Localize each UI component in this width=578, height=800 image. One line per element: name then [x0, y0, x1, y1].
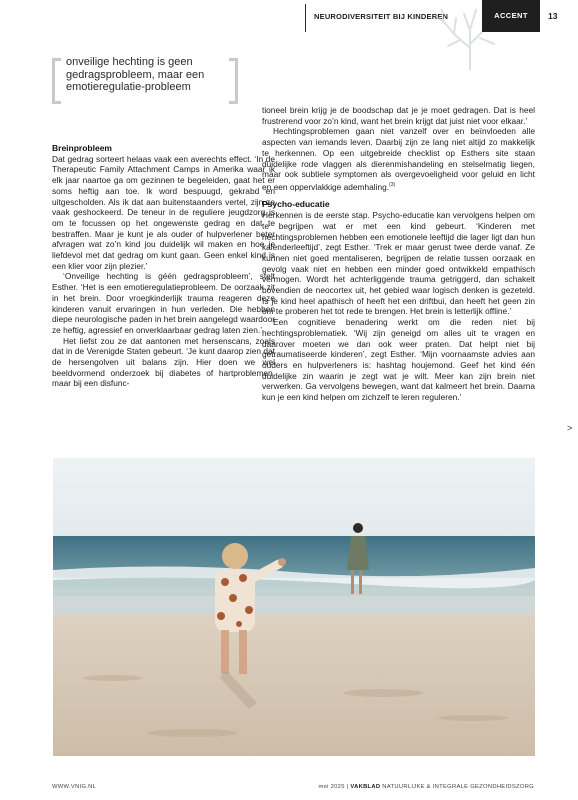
quote-bracket-right [229, 58, 238, 104]
header-divider [305, 4, 306, 32]
paragraph: Een cognitieve benadering werkt om die reden niet bij hechtingsproblematiek. ‘Wij zijn geneigd om alles uit te vragen en daarover moeten we dan ook weer praten. Dat helpt niet bij getraumatiseerde kinderen’, zegt Esther. ‘Mijn voornaamste advies aan ouders en hulpverleners is: hashtag houjemond. Geef het kind één duidelijke zin waarin je zegt wat je wilt. Meer kan zijn brein niet verwerken. Ga vervolgens bewegen, want dat kalmeert het brein. Daarna kun je een kind helpen om zichzelf te leren reguleren.’ [262, 317, 535, 403]
footer-issue [318, 784, 534, 790]
paragraph: tioneel brein krijg je de boodschap dat je je moet gedragen. Dat is heel frustrerend voor zo’n kind, want het brein krijgt dat juist niet voor elkaar.’ [262, 105, 535, 126]
heading-psycho-educatie: Psycho-educatie [262, 199, 330, 210]
right-column [262, 105, 535, 403]
footer-magazine-bold: VAKBLAD [350, 784, 381, 790]
continue-arrow-icon: > [567, 423, 573, 433]
paragraph: ‘Onveilige hechting is géén gedragsprobleem’, stelt Esther. ‘Het is een emotieregulatieprobleem. De oorzaak zit in het brein. Door vroegkinderlijk trauma reageren deze kinderen vanuit ervaringen in hun verleden. Die hebben diepe neurologische paden in het brein aangelegd waardoor ze heftig, agressief en onverklaarbaar gedrag laten zien.’ [52, 271, 275, 335]
page-number: 13 [548, 11, 558, 21]
footer-magazine-rest: NATUURLIJKE & INTEGRALE GEZONDHEIDSZORG [380, 784, 534, 790]
beach-photo [53, 458, 535, 756]
footnote-marker: (3) [389, 181, 396, 188]
paragraph: Het liefst zou ze dat aantonen met hersenscans, zoals dat in de Verenigde Staten gebeurt. ‘Je kunt daarop zien dat de hersengolven uit balans zijn. Hier doen we wel beeldvormend onderzoek bij diabetes of hartproblemen, maar bij een disfunc- [52, 335, 275, 389]
paragraph: Herkennen is de eerste stap. Psycho-educatie kan vervolgens helpen om te begrijpen wat er met een kind gebeurt. ‘Kinderen met hechtingsproblemen hebben een emotionele leeftijd die lager ligt dan hun kalenderleeftijd’, zegt Esther. ‘Trek er maar gerust twee derde vanaf. Ze kunnen niet goed mentaliseren, begrijpen de relatie tussen oorzaak en gevolg vaak niet en hebben een minder goed ontwikkeld empathisch vermogen. Wordt het achterliggende trauma getriggerd, dan schakelt bovendien de neocortex uit, het gebied waar logisch denken is gezeteld. Is je kind heel apathisch of heeft het een driftbui, dan heeft het geen zin om te proberen het tot rede te brengen. Het brein is letterlijk offline.’ [262, 210, 535, 317]
paragraph [262, 126, 535, 192]
quote-bracket-left [52, 58, 61, 104]
footer-date: mei 2025 | [318, 784, 349, 790]
pull-quote-text: onveilige hechting is geen gedragsprobleem, maar een emotieregulatie-probleem [66, 56, 205, 93]
heading-breinprobleem: Breinprobleem [52, 143, 112, 153]
section-title: NEURODIVERSITEIT BIJ KINDEREN [314, 12, 449, 21]
left-column [52, 143, 275, 389]
pull-quote [52, 56, 238, 108]
footer-url: WWW.VNIG.NL [52, 784, 97, 790]
paragraph-text: Hechtingsproblemen gaan niet vanzelf over en beïnvloeden alle aspecten van iemands leven. Daarbij zijn ze lang niet altijd zo makkelijk te herkennen. Op een uitgebreide checklist op Esthers site staan duidelijke rode vlaggen als dierenmishandeling en stelselmatig liegen, maar ook subtiele symptomen als overgevoeligheid voor geluid en licht en een oppervlakkige ademhaling. [262, 126, 535, 192]
accent-label: ACCENT [482, 0, 540, 32]
paragraph: Dat gedrag sorteert helaas vaak een averechts effect. ‘In de Therapeutic Family Attachment Camps in Amerika waar ik elk jaar naartoe ga om gezinnen te begeleiden, gaat het er soms heftig aan toe. Ik word bespuugd, gekrabd en uitgescholden. Als ik dat aan buitenstaanders vertel, zijn ze vaak geshockeerd. De teneur in de reguliere jeugdzorg is om te focussen op het ongewenste gedrag en dat te bestraffen. Maar je kunt je als ouder of hulpverlener beter afvragen wat zo’n kind jou duidelijk wil maken en hoe je liefdevol met dat gedrag om kunt gaan. Geen enkel kind is een klier voor zijn plezier.’ [52, 153, 275, 271]
